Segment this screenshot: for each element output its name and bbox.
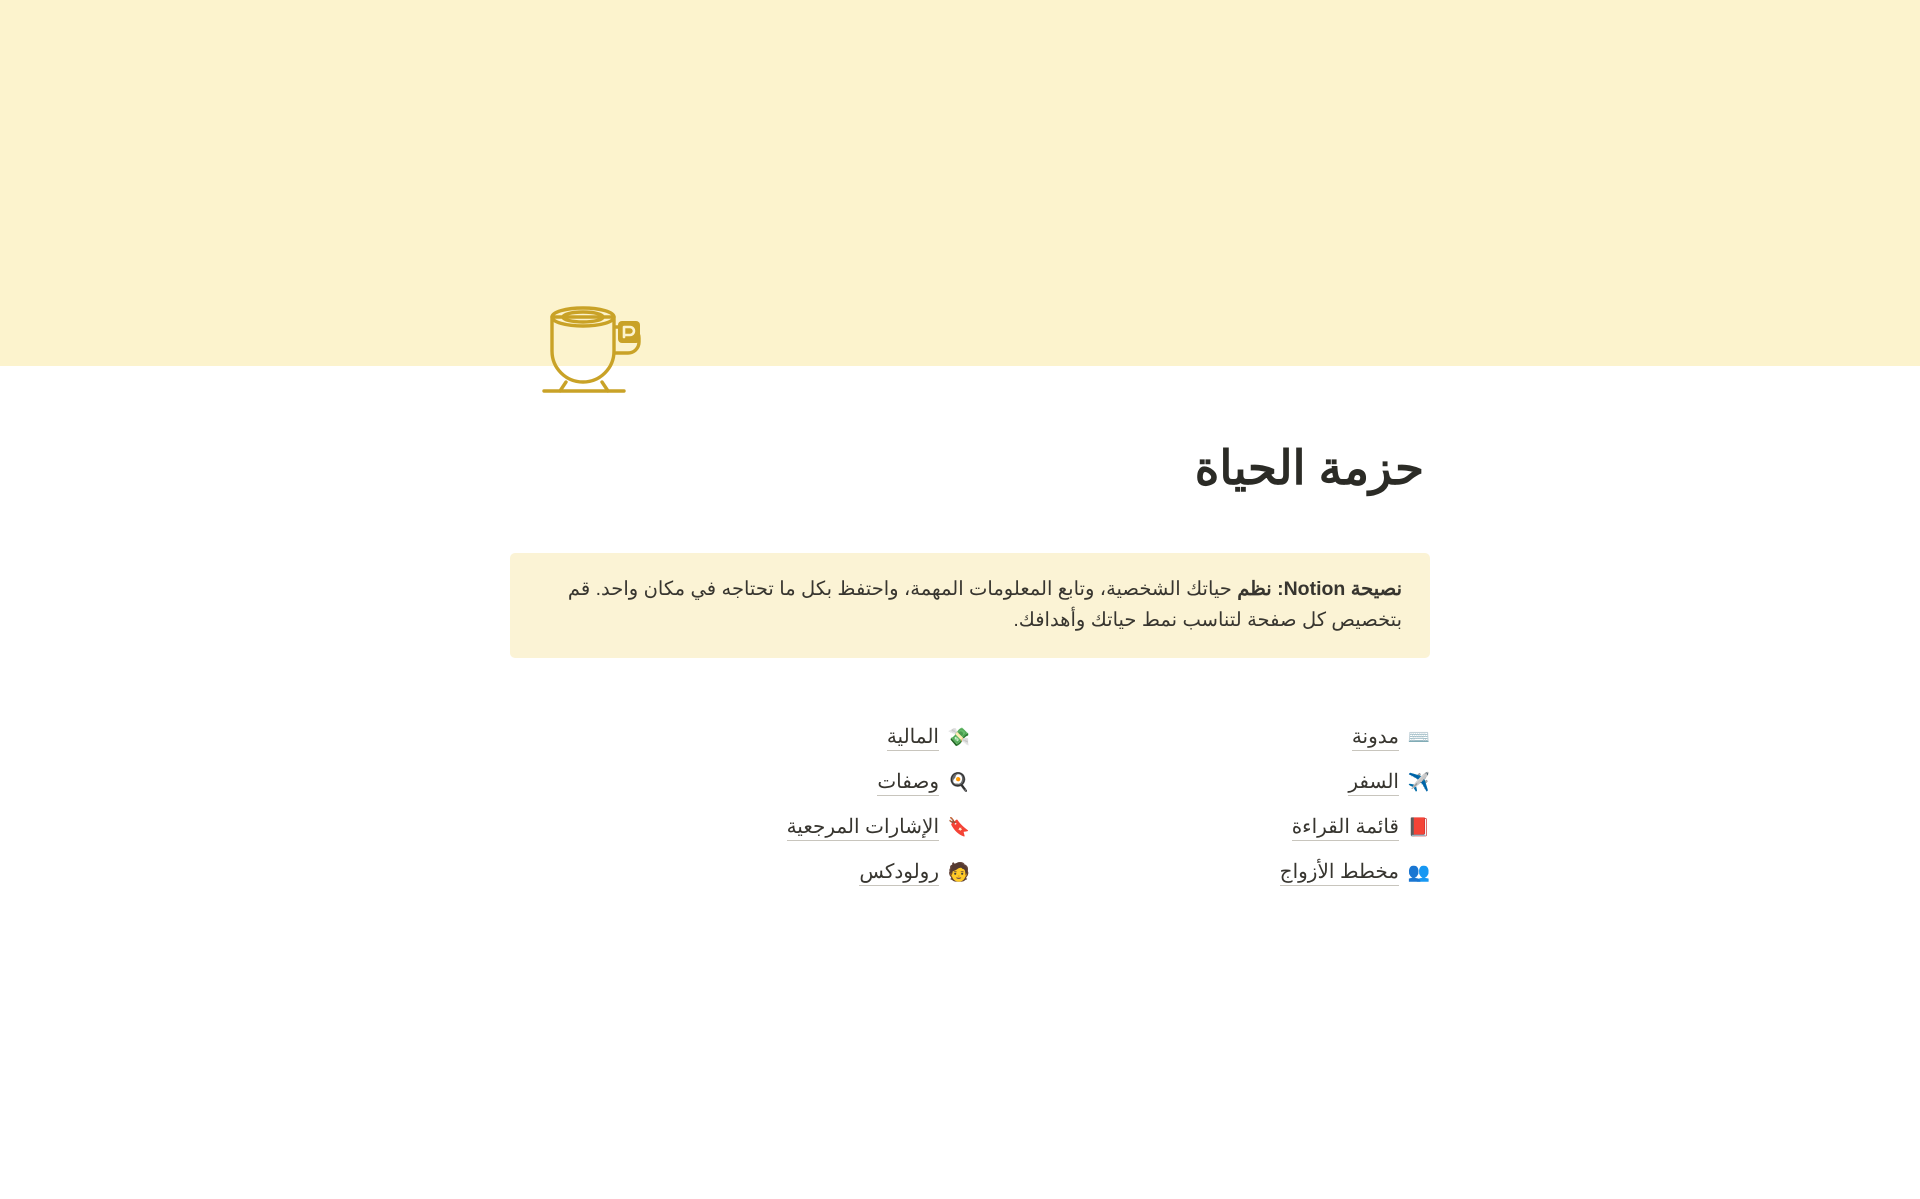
bookmark-icon: 🔖 bbox=[947, 817, 971, 838]
link-finances[interactable] bbox=[887, 724, 970, 751]
coffee-cup-icon[interactable] bbox=[530, 277, 658, 405]
link-couples-planner[interactable] bbox=[1280, 859, 1430, 886]
link-rolodex[interactable] bbox=[859, 859, 970, 886]
link-label: الإشارات المرجعية bbox=[787, 814, 939, 841]
link-label: قائمة القراءة bbox=[1292, 814, 1399, 841]
person-icon: 🧑 bbox=[947, 862, 971, 883]
link-label: المالية bbox=[887, 724, 939, 751]
link-travel[interactable] bbox=[1348, 769, 1430, 796]
link-label: السفر bbox=[1348, 769, 1399, 796]
page-title: حزمة الحياة bbox=[1194, 441, 1424, 494]
page-content bbox=[510, 440, 1430, 886]
money-with-wings-icon: 💸 bbox=[947, 727, 971, 748]
cooking-icon: 🍳 bbox=[947, 772, 971, 793]
link-label: وصفات bbox=[877, 769, 939, 796]
link-label: رولودكس bbox=[859, 859, 939, 886]
couple-icon: 👥 bbox=[1407, 862, 1431, 883]
links-columns bbox=[510, 724, 1430, 886]
keyboard-icon: ⌨️ bbox=[1407, 727, 1431, 748]
link-label: مخطط الأزواج bbox=[1280, 859, 1399, 886]
tip-callout bbox=[510, 553, 1430, 657]
link-label: مدونة bbox=[1352, 724, 1399, 751]
link-recipes[interactable] bbox=[877, 769, 970, 796]
links-column-right bbox=[970, 724, 1430, 886]
link-bookmarks[interactable] bbox=[787, 814, 970, 841]
link-reading-list[interactable] bbox=[1292, 814, 1430, 841]
airplane-icon: ✈️ bbox=[1407, 772, 1431, 793]
page-cover-banner bbox=[0, 0, 1920, 366]
callout-body: حياتك الشخصية، وتابع المعلومات المهمة، واحتفظ بكل ما تحتاجه في مكان واحد. قم بتخصيص كل صفحة لتناسب نمط حياتك وأهدافك. bbox=[567, 578, 1402, 631]
callout-lead: نصيحة Notion: نظم bbox=[1237, 578, 1402, 601]
closed-book-icon: 📕 bbox=[1407, 817, 1431, 838]
links-column-left bbox=[510, 724, 970, 886]
link-blog[interactable] bbox=[1352, 724, 1430, 751]
